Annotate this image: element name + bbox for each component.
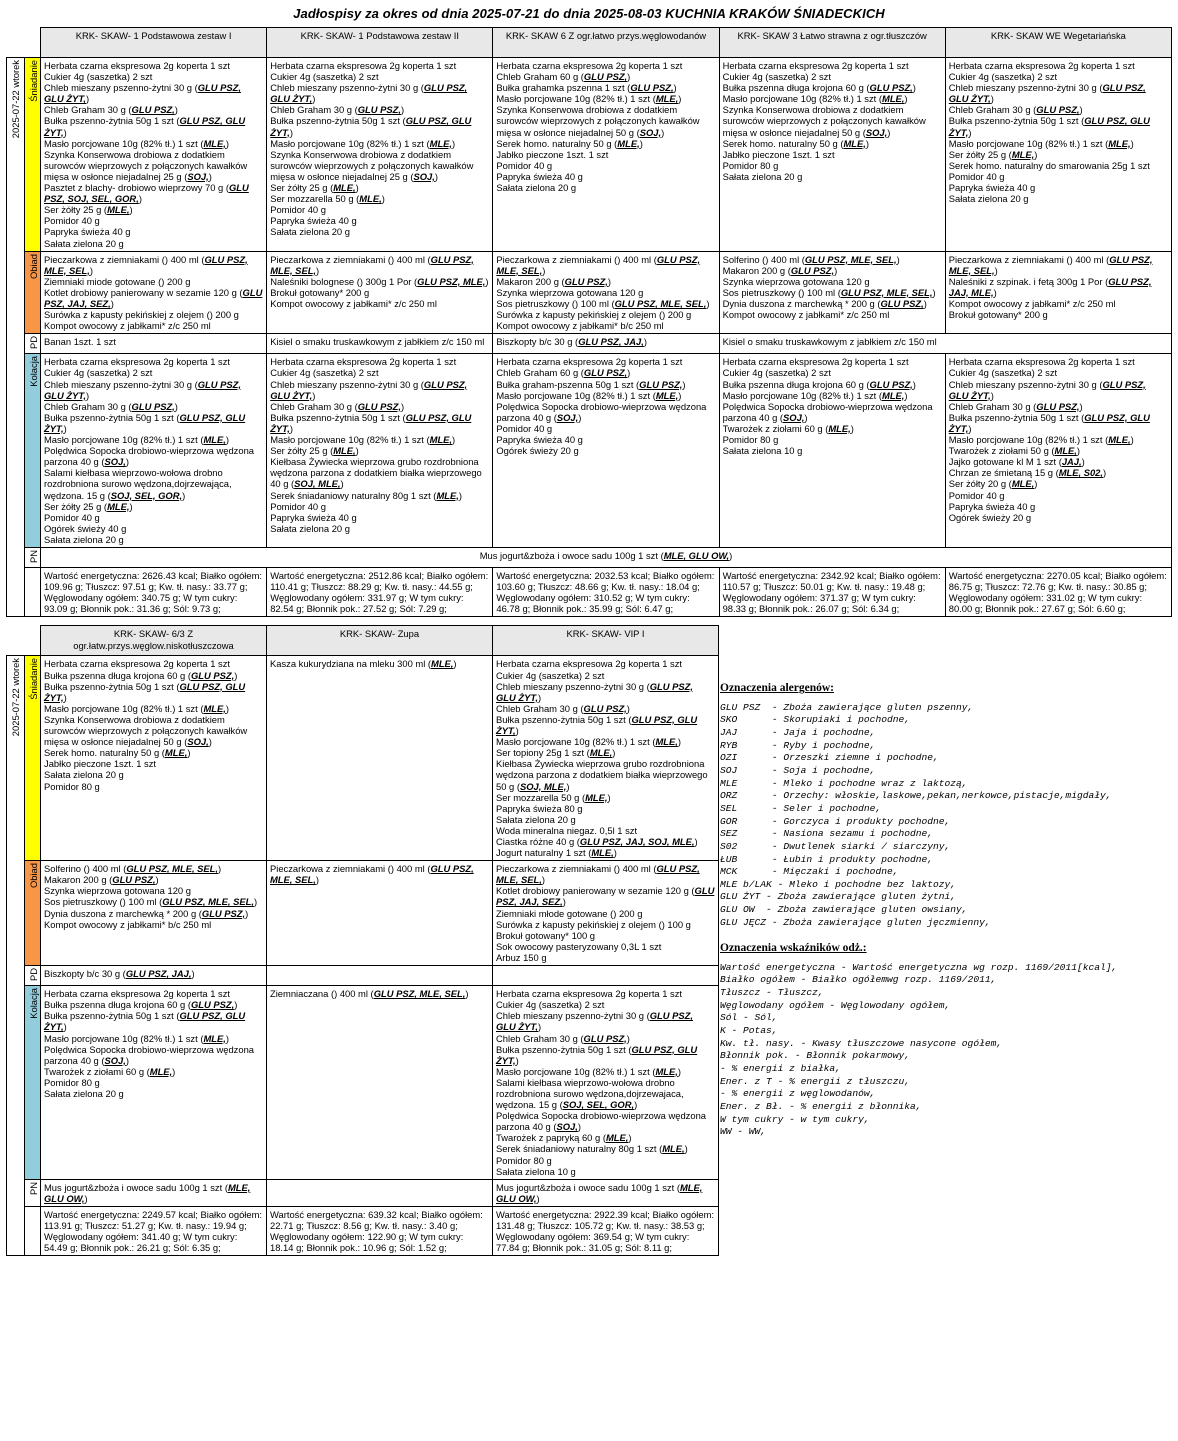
bottom-area bbox=[6, 625, 1172, 1256]
indicator-legend-item: Wartość energetyczna - Wartość energetyczna wg rozp. 1169/2011[kcal], bbox=[720, 961, 1118, 973]
allergen-legend-item: ŁUB - Łubin i produkty pochodne, bbox=[720, 853, 934, 865]
indicator-legend-item: - % energii z węglowodanów, bbox=[720, 1088, 876, 1100]
meal-cell: Herbata czarna ekspresowa 2g koperta 1 szt Cukier 4g (saszetka) 2 szt Chleb mieszany pszenno-żytni 30 g (GLU PSZ, GLU ŻYT,) Chleb Graham 30 g (GLU PSZ,) Bułka pszenno-żytnia 50g 1 szt (GLU PSZ, GLU ŻYT,) Masło porcjowane 10g (82% tł.) 1 szt (MLE,) Twarożek z ziołami 50 g (MLE,) Jajko gotowane kl M 1 szt (JAJ,) Chrzan ze śmietaną 15 g (MLE, S02,) Ser żółty 20 g (MLE,) Pomidor 40 g Papryka świeża 40 g Ogórek świeży 20 g bbox=[945, 354, 1171, 548]
allergen-legend-item: SEL - Seler i pochodne, bbox=[720, 802, 882, 814]
meal-cell: Herbata czarna ekspresowa 2g koperta 1 szt Cukier 4g (saszetka) 2 szt Chleb mieszany pszenno-żytni 30 g (GLU PSZ, GLU ŻYT,) Chleb Graham 30 g (GLU PSZ,) Bułka pszenno-żytnia 50g 1 szt (GLU PSZ, GLU ŻYT,) Masło porcjowane 10g (82% tł.) 1 szt (MLE,) Polędwica Sopocka drobiowo-wieprzowa wędzona parzona 40 g (SOJ,) Salami kiełbasa wieprzowo-wołowa drobno rozdrobniona surowo wędzona,dojrzewająca, wędzona. 15 g (SOJ, SEL, GOR,) Ser żółty 25 g (MLE,) Pomidor 40 g Ogórek świeży 40 g Sałata zielona 20 g bbox=[41, 354, 267, 548]
indicators-legend-title: Oznaczenia wskaźników odż.: bbox=[720, 942, 867, 955]
indicator-legend-item: - % energii z białka, bbox=[720, 1062, 841, 1074]
menu-table-bottom bbox=[6, 625, 719, 1256]
meal-cell: Pieczarkowa z ziemniakami () 400 ml (GLU PSZ, MLE, SEL,) Ziemniaki miode gotowane () 200 g Kotlet drobiowy panierowany w sezamie 120 g (GLU PSZ, JAJ, SEZ,) Surówka z kapusty pekińskiej z olejem () 200 g Kompot owocowy z jabłkami* z/c 250 ml bbox=[41, 251, 267, 334]
nutrition-summary: Wartość energetyczna: 2249.57 kcal; Białko ogółem: 113.91 g; Tłuszcz: 51.27 g; Kw. tł. nasy.: 19.94 g; Węglowodany ogółem: 341.40 g; W tym cukry: 54.49 g; Błonnik pok.: 26.21 g; Sól: 6.35 g; bbox=[41, 1206, 267, 1255]
allergen-legend-item: S02 - Dwutlenek siarki / siarczyny, bbox=[720, 840, 951, 852]
table-row-kolacja bbox=[7, 354, 1172, 548]
table-header-row bbox=[7, 626, 719, 656]
meal-cell: Herbata czarna ekspresowa 2g koperta 1 szt Chleb Graham 60 g (GLU PSZ,) Bułka graham-pszenna 50g 1 szt (GLU PSZ,) Masło porcjowane 10g (82% tł.) 1 szt (MLE,) Polędwica Sopocka drobiowo-wieprzowa wędzona parzona 40 g (SOJ,) Pomidor 40 g Papryka świeża 40 g Ogórek świeży 20 g bbox=[493, 354, 719, 548]
meal-cell: Herbata czarna ekspresowa 2g koperta 1 szt Cukier 4g (saszetka) 2 szt Chleb mieszany pszenno-żytni 30 g (GLU PSZ, GLU ŻYT,) Chleb Graham 30 g (GLU PSZ,) Bułka pszenno-żytnia 50g 1 szt (GLU PSZ, GLU ŻYT,) Masło porcjowane 10g (82% tł.) 1 szt (MLE,) Salami kiełbasa wieprzowo-wołowa drobno rozdrobniona surowo wędzona,dojrzewajaca, wędzona. 15 g (SOJ, SEL, GOR,) Polędwica Sopocka drobiowo-wieprzowa wędzona parzona 40 g (SOJ,) Twarożek z papryką 60 g (MLE,) Serek śniadaniowy naturalny 80g 1 szt (MLE,) Pomidor 80 g Sałata zielona 10 g bbox=[493, 986, 719, 1180]
meal-cell: Ziemniaczana () 400 ml (GLU PSZ, MLE, SEL,) bbox=[267, 986, 493, 1180]
legend-panel bbox=[716, 625, 1172, 1256]
allergen-legend-item: OZI - Orzeszki ziemne i pochodne, bbox=[720, 752, 939, 764]
indicator-legend-item: Węglowodany ogółem - Węglowodany ogółem, bbox=[720, 999, 951, 1011]
meal-cell: Herbata czarna ekspresowa 2g koperta 1 szt Chleb Graham 60 g (GLU PSZ,) Bułka grahamka pszenna 1 szt (GLU PSZ,) Masło porcjowane 10g (82% tł.) 1 szt (MLE,) Szynka Konserwowa drobiowa z dodatkiem surowców wieprzowych z połączonych kawałków mięsa w osłonce niejadalnej 50 g (SOJ,) Serek homo. naturalny 50 g (MLE,) Jabłko pieczone 1szt. 1 szt Pomidor 40 g Papryka świeża 40 g Sałata zielona 20 g bbox=[493, 58, 719, 252]
meal-cell: Herbata czarna ekspresowa 2g koperta 1 szt Cukier 4g (saszetka) 2 szt Chleb mieszany pszenno-żytni 30 g (GLU PSZ, GLU ŻYT,) Chleb Graham 30 g (GLU PSZ,) Bułka pszenno-żytnia 50g 1 szt (GLU PSZ, GLU ŻYT,) Masło porcjowane 10g (82% tł.) 1 szt (MLE,) Ser topiony 25g 1 szt (MLE,) Kiełbasa Żywiecka wieprzowa grubo rozdrobniona wędzona parzona z dodatkiem białka wieprzowego 50 g (SOJ, MLE,) Ser mozzarella 50 g (MLE,) Papryka świeża 80 g Sałata zielona 20 g Woda mineralna niegaz. 0,5l 1 szt Ciastka różne 40 g (GLU PSZ, JAJ, SOJ, MLE,) Jogurt naturalny 1 szt (MLE,) bbox=[493, 656, 719, 861]
column-header-diet-8: KRK- SKAW- VIP I bbox=[493, 626, 719, 656]
corner-cell bbox=[25, 626, 41, 656]
meal-label-pd: PD bbox=[25, 334, 41, 354]
table-row-pd bbox=[7, 334, 1172, 354]
meal-label-pn: PN bbox=[25, 547, 41, 567]
allergen-legend-item: JAJ - Jaja i pochodne, bbox=[720, 726, 876, 738]
meal-cell: Herbata czarna ekspresowa 2g koperta 1 szt Bułka pszenna długa krojona 60 g (GLU PSZ,) Bułka pszenno-żytnia 50g 1 szt (GLU PSZ, GLU ŻYT,) Masło porcjowane 10g (82% tł.) 1 szt (MLE,) Szynka Konserwowa drobiowa z dodatkiem surowców wieprzowych z połączonych kawałków mięsa w osłonce niejadalnej 50 g (SOJ,) Serek homo. naturalny 50 g (MLE,) Jabłko pieczone 1szt. 1 szt Sałata zielona 20 g Pomidor 80 g bbox=[41, 656, 267, 861]
meal-label-sniadanie: Śniadanie bbox=[25, 58, 41, 252]
allergen-legend-item: MCK - Mięczaki i pochodne, bbox=[720, 866, 899, 878]
meal-label-obiad: Obiad bbox=[25, 251, 41, 334]
meal-label-sniadanie: Śniadanie bbox=[25, 656, 41, 861]
table-row-obiad bbox=[7, 861, 719, 966]
meal-cell: Herbata czarna ekspresowa 2g koperta 1 szt Cukier 4g (saszetka) 2 szt Chleb mieszany pszenno-żytni 30 g (GLU PSZ, GLU ŻYT,) Chleb Graham 30 g (GLU PSZ,) Bułka pszenno-żytnia 50g 1 szt (GLU PSZ, GLU ŻYT,) Masło porcjowane 10g (82% tł.) 1 szt (MLE,) Ser żółty 25 g (MLE,) Kiełbasa Żywiecka wieprzowa grubo rozdrobniona wędzona parzona z dodatkiem białka wieprzowego 40 g (SOJ, MLE,) Serek śniadaniowy naturalny 80g 1 szt (MLE,) Pomidor 40 g Papryka świeża 40 g Sałata zielona 20 g bbox=[267, 354, 493, 548]
meal-cell: Mus jogurt&zboża i owoce sadu 100g 1 szt (MLE, GLU OW,) bbox=[493, 1179, 719, 1206]
column-header-diet-3: KRK- SKAW 6 Z ogr.łatwo przys.węglowodanów bbox=[493, 28, 719, 58]
nutrition-summary: Wartość energetyczna: 2626.43 kcal; Białko ogółem: 109.96 g; Tłuszcz: 97.51 g; Kw. tł. nasy.: 33.77 g; Węglowodany ogółem: 340.75 g; W tym cukry: 93.09 g; Błonnik pok.: 31.36 g; Sól: 9.73 g; bbox=[41, 568, 267, 617]
table-row-pd bbox=[7, 966, 719, 986]
nutrition-summary: Wartość energetyczna: 2032.53 kcal; Białko ogółem: 103.60 g; Tłuszcz: 48.66 g; Kw. tł. nasy.: 18.04 g; Węglowodany ogółem: 310.52 g; W tym cukry: 46.78 g; Błonnik pok.: 35.99 g; Sól: 6.47 g; bbox=[493, 568, 719, 617]
meal-cell: Banan 1szt. 1 szt bbox=[41, 334, 267, 354]
meal-cell: Pieczarkowa z ziemniakami () 400 ml (GLU PSZ, MLE, SEL,) Naleśniki bolognese () 300g 1 Por (GLU PSZ, MLE,) Brokuł gotowany* 200 g Kompot owocowy z jabłkami* z/c 250 ml bbox=[267, 251, 493, 334]
indicator-legend-item: Ener. z Bł. - % energii z błonnika, bbox=[720, 1100, 922, 1112]
nutrition-summary: Wartość energetyczna: 2270.05 kcal; Białko ogółem: 86.75 g; Tłuszcz: 72.76 g; Kw. tł. nasy.: 30.85 g; Węglowodany ogółem: 331.02 g; W tym cukry: 80.00 g; Błonnik pok.: 27.67 g; Sól: 6.60 g; bbox=[945, 568, 1171, 617]
allergen-legend-title: Oznaczenia alergenów: bbox=[720, 682, 835, 695]
corner-cell bbox=[7, 28, 25, 58]
meal-cell: Pieczarkowa z ziemniakami () 400 ml (GLU PSZ, MLE, SEL,) bbox=[267, 861, 493, 966]
table-row-kolacja bbox=[7, 986, 719, 1180]
allergen-legend-item: GLU JĘCZ - Zboża zawierające gluten jęczmienny, bbox=[720, 916, 991, 928]
day-label-cell: 2025-07-22 wtorek bbox=[7, 656, 25, 1256]
allergen-legend-item: SOJ - Soja i pochodne, bbox=[720, 764, 876, 776]
allergen-legend-item: RYB - Ryby i pochodne, bbox=[720, 739, 876, 751]
table-row-sniadanie bbox=[7, 656, 719, 861]
table-row-obiad bbox=[7, 251, 1172, 334]
allergen-legend-item: GOR - Gorczyca i produkty pochodne, bbox=[720, 815, 951, 827]
kcal-label-cell bbox=[25, 568, 41, 617]
allergen-legend-item: ORZ - Orzechy: włoskie,laskowe,pekan,nerkowce,pistacje,migdały, bbox=[720, 790, 1112, 802]
column-header-diet-1: KRK- SKAW- 1 Podstawowa zestaw I bbox=[41, 28, 267, 58]
allergen-legend-item: GLU ŻYT - Zboża zawierające gluten żytni, bbox=[720, 891, 957, 903]
meal-cell: Herbata czarna ekspresowa 2g koperta 1 szt Cukier 4g (saszetka) 2 szt Chleb mieszany pszenno-żytni 30 g (GLU PSZ, GLU ŻYT,) Chleb Graham 30 g (GLU PSZ,) Bułka pszenno-żytnia 50g 1 szt (GLU PSZ, GLU ŻYT,) Masło porcjowane 10g (82% tł.) 1 szt (MLE,) Ser żółty 25 g (MLE,) Serek homo. naturalny do smarowania 25g 1 szt Pomidor 40 g Papryka świeża 40 g Sałata zielona 20 g bbox=[945, 58, 1171, 252]
meal-cell: Herbata czarna ekspresowa 2g koperta 1 szt Cukier 4g (saszetka) 2 szt Bułka pszenna długa krojona 60 g (GLU PSZ,) Masło porcjowane 10g (82% tł.) 1 szt (MLE,) Polędwica Sopocka drobiowo-wieprzowa wędzona parzona 40 g (SOJ,) Twarożek z ziołami 60 g (MLE,) Pomidor 80 g Sałata zielona 10 g bbox=[719, 354, 945, 548]
nutrition-summary: Wartość energetyczna: 2922.39 kcal; Białko ogółem: 131.48 g; Tłuszcz: 105.72 g; Kw. tł. nasy.: 38.53 g; Węglowodany ogółem: 369.54 g; W tym cukry: 77.84 g; Błonnik pok.: 31.05 g; Sól: 8.11 g; bbox=[493, 1206, 719, 1255]
indicator-legend-item: W tym cukry - w tym cukry, bbox=[720, 1113, 870, 1125]
corner-cell bbox=[7, 626, 25, 656]
meal-cell: Kisiel o smaku truskawkowym z jabłkiem z/c 150 ml bbox=[267, 334, 493, 354]
table-row-kcal bbox=[7, 1206, 719, 1255]
indicator-legend-item: Kw. tł. nasy. - Kwasy tłuszczowe nasycone ogółem, bbox=[720, 1037, 1003, 1049]
meal-cell: Solferino () 400 ml (GLU PSZ, MLE, SEL,) Makaron 200 g (GLU PSZ,) Szynka wieprzowa gotowana 120 g Sos pietruszkowy () 100 ml (GLU PSZ, MLE, SEL,) Dynia duszona z marchewką * 200 g (GLU PSZ,) Kompot owocowy z jabłkami* b/c 250 ml bbox=[41, 861, 267, 966]
bottom-left bbox=[6, 625, 716, 1256]
table-row-pn bbox=[7, 547, 1172, 567]
meal-cell: Pieczarkowa z ziemniakami () 400 ml (GLU PSZ, MLE, SEL,) Naleśniki z szpinak. i fetą 300g 1 Por (GLU PSZ, JAJ, MLE,) Kompot owocowy z jabłkami* z/c 250 ml Brokuł gotowany* 200 g bbox=[945, 251, 1171, 334]
meal-cell: Mus jogurt&zboża i owoce sadu 100g 1 szt (MLE, GLU OW,) bbox=[41, 547, 1172, 567]
column-header-diet-6: KRK- SKAW- 6/3 Z ogr.łatw.przys.węglow.niskotłuszczowa bbox=[41, 626, 267, 656]
meal-cell bbox=[267, 1179, 493, 1206]
nutrition-summary: Wartość energetyczna: 2342.92 kcal; Białko ogółem: 110.57 g; Tłuszcz: 50.01 g; Kw. tł. nasy.: 19.48 g; Węglowodany ogółem: 371.37 g; W tym cukry: 98.33 g; Błonnik pok.: 26.07 g; Sól: 6.34 g; bbox=[719, 568, 945, 617]
table-row-sniadanie bbox=[7, 58, 1172, 252]
meal-cell bbox=[267, 966, 493, 986]
allergen-legend-item: MLE - Mleko i pochodne wraz z laktozą, bbox=[720, 777, 968, 789]
allergen-legend-item: SEZ - Nasiona sezamu i pochodne, bbox=[720, 828, 934, 840]
table-header-row bbox=[7, 28, 1172, 58]
meal-cell: Kisiel o smaku truskawkowym z jabłkiem z/c 150 ml bbox=[719, 334, 1171, 354]
indicator-legend-item: Ener. z T - % energii z tłuszczu, bbox=[720, 1075, 910, 1087]
indicator-legend-item: Błonnik pok. - Błonnik pokarmowy, bbox=[720, 1050, 910, 1062]
indicators-legend-list bbox=[720, 962, 1172, 1139]
meal-cell: Pieczarkowa z ziemniakami () 400 ml (GLU PSZ, MLE, SEL,) Kotlet drobiowy panierowany w sezamie 120 g (GLU PSZ, JAJ, SEZ,) Ziemniaki młode gotowane () 200 g Surówka z kapusty pekińskiej z olejem () 100 g Brokuł gotowany* 100 g Sok owocowy pasteryzowany 0,3L 1 szt Arbuz 150 g bbox=[493, 861, 719, 966]
allergen-legend-item: MLE b/LAK - Mleko i pochodne bez laktozy, bbox=[720, 878, 957, 890]
meal-cell: Herbata czarna ekspresowa 2g koperta 1 szt Cukier 4g (saszetka) 2 szt Bułka pszenna długa krojona 60 g (GLU PSZ,) Masło porcjowane 10g (82% tł.) 1 szt (MLE,) Szynka Konserwowa drobiowa z dodatkiem surowców wieprzowych z połączonych kawałków mięsa w osłonce niejadalnej 50 g (SOJ,) Serek homo. naturalny 50 g (MLE,) Jabłko pieczone 1szt. 1 szt Pomidor 80 g Sałata zielona 20 g bbox=[719, 58, 945, 252]
nutrition-summary: Wartość energetyczna: 639.32 kcal; Białko ogółem: 22.71 g; Tłuszcz: 8.56 g; Kw. tł. nasy.: 3.40 g; Węglowodany ogółem: 122.90 g; W tym cukry: 18.14 g; Błonnik pok.: 10.96 g; Sól: 1.52 g; bbox=[267, 1206, 493, 1255]
meal-cell: Herbata czarna ekspresowa 2g koperta 1 szt Cukier 4g (saszetka) 2 szt Chleb mieszany pszenno-żytni 30 g (GLU PSZ, GLU ŻYT,) Chleb Graham 30 g (GLU PSZ,) Bułka pszenno-żytnia 50g 1 szt (GLU PSZ, GLU ŻYT,) Masło porcjowane 10g (82% tł.) 1 szt (MLE,) Szynka Konserwowa drobiowa z dodatkiem surowców wieprzowych z połączonych kawałków mięsa w osłonce niejadalnej 25 g (SOJ,) Pasztet z blachy- drobiowo wieprzowy 70 g (GLU PSZ, SOJ, SEL, GOR,) Ser żółty 25 g (MLE,) Pomidor 40 g Papryka świeża 40 g Sałata zielona 20 g bbox=[41, 58, 267, 252]
column-header-diet-4: KRK- SKAW 3 Łatwo strawna z ogr.tłuszczów bbox=[719, 28, 945, 58]
meal-cell: Kasza kukurydziana na mleku 300 ml (MLE,) bbox=[267, 656, 493, 861]
indicator-legend-item: Białko ogółem - Białko ogółemwg rozp. 1169/2011, bbox=[720, 974, 997, 986]
allergen-legend-list bbox=[720, 702, 1172, 930]
meal-label-pn: PN bbox=[25, 1179, 41, 1206]
column-header-diet-2: KRK- SKAW- 1 Podstawowa zestaw II bbox=[267, 28, 493, 58]
indicator-legend-item: WW - WW, bbox=[720, 1126, 767, 1138]
nutrition-summary: Wartość energetyczna: 2512.86 kcal; Białko ogółem: 110.41 g; Tłuszcz: 88.29 g; Kw. tł. nasy.: 44.55 g; Węglowodany ogółem: 331.97 g; W tym cukry: 82.54 g; Błonnik pok.: 27.52 g; Sól: 7.29 g; bbox=[267, 568, 493, 617]
meal-label-obiad: Obiad bbox=[25, 861, 41, 966]
meal-cell bbox=[493, 966, 719, 986]
meal-cell: Biszkopty b/c 30 g (GLU PSZ, JAJ,) bbox=[493, 334, 719, 354]
menu-table-top bbox=[6, 27, 1172, 617]
meal-label-kolacja: Kolacja bbox=[25, 354, 41, 548]
allergen-legend-item: GLU OW - Zboża zawierające gluten owsiany, bbox=[720, 904, 968, 916]
column-header-diet-5: KRK- SKAW WE Wegetariańska bbox=[945, 28, 1171, 58]
meal-cell: Mus jogurt&zboża i owoce sadu 100g 1 szt (MLE, GLU OW,) bbox=[41, 1179, 267, 1206]
indicator-legend-item: Sól - Sól, bbox=[720, 1012, 778, 1024]
allergen-legend-item: GLU PSZ - Zboża zawierające gluten pszenny, bbox=[720, 701, 974, 713]
meal-cell: Herbata czarna ekspresowa 2g koperta 1 szt Bułka pszenna długa krojona 60 g (GLU PSZ,) Bułka pszenno-żytnia 50g 1 szt (GLU PSZ, GLU ŻYT,) Masło porcjowane 10g (82% tł.) 1 szt (MLE,) Polędwica Sopocka drobiowo-wieprzowa wędzona parzona 40 g (SOJ,) Twarożek z ziołami 60 g (MLE,) Pomidor 80 g Sałata zielona 20 g bbox=[41, 986, 267, 1180]
meal-label-kolacja: Kolacja bbox=[25, 986, 41, 1180]
table-row-kcal bbox=[7, 568, 1172, 617]
indicator-legend-item: Tłuszcz - Tłuszcz, bbox=[720, 986, 824, 998]
meal-cell: Biszkopty b/c 30 g (GLU PSZ, JAJ,) bbox=[41, 966, 267, 986]
allergen-legend-item: SKO - Skorupiaki i pochodne, bbox=[720, 714, 910, 726]
corner-cell bbox=[25, 28, 41, 58]
table-row-pn bbox=[7, 1179, 719, 1206]
meal-cell: Herbata czarna ekspresowa 2g koperta 1 szt Cukier 4g (saszetka) 2 szt Chleb mieszany pszenno-żytni 30 g (GLU PSZ, GLU ŻYT,) Chleb Graham 30 g (GLU PSZ,) Bułka pszenno-żytnia 50g 1 szt (GLU PSZ, GLU ŻYT,) Masło porcjowane 10g (82% tł.) 1 szt (MLE,) Szynka Konserwowa drobiowa z dodatkiem surowców wieprzowych z połączonych kawałków mięsa w osłonce niejadalnej 25 g (SOJ,) Ser żółty 25 g (MLE,) Ser mozzarella 50 g (MLE,) Pomidor 40 g Papryka świeża 40 g Sałata zielona 20 g bbox=[267, 58, 493, 252]
page-title: Jadłospisy za okres od dnia 2025-07-21 do dnia 2025-08-03 KUCHNIA KRAKÓW ŚNIADECKICH bbox=[293, 6, 885, 21]
column-header-diet-7: KRK- SKAW- Zupa bbox=[267, 626, 493, 656]
indicator-legend-item: K - Potas, bbox=[720, 1024, 778, 1036]
day-label-cell: 2025-07-22 wtorek bbox=[7, 58, 25, 617]
meal-label-pd: PD bbox=[25, 966, 41, 986]
meal-cell: Solferino () 400 ml (GLU PSZ, MLE, SEL,) Makaron 200 g (GLU PSZ,) Szynka wieprzowa gotowana 120 g Sos pietruszkowy () 100 ml (GLU PSZ, MLE, SEL,) Dynia duszona z marchewką * 200 g (GLU PSZ,) Kompot owocowy z jabłkami* z/c 250 ml bbox=[719, 251, 945, 334]
kcal-label-cell bbox=[25, 1206, 41, 1255]
meal-cell: Pieczarkowa z ziemniakami () 400 ml (GLU PSZ, MLE, SEL,) Makaron 200 g (GLU PSZ,) Szynka wieprzowa gotowana 120 g Sos pietruszkowy () 100 ml (GLU PSZ, MLE, SEL,) Surówka z kapusty pekińskiej z olejem () 200 g Kompot owocowy z jabłkami* b/c 250 ml bbox=[493, 251, 719, 334]
